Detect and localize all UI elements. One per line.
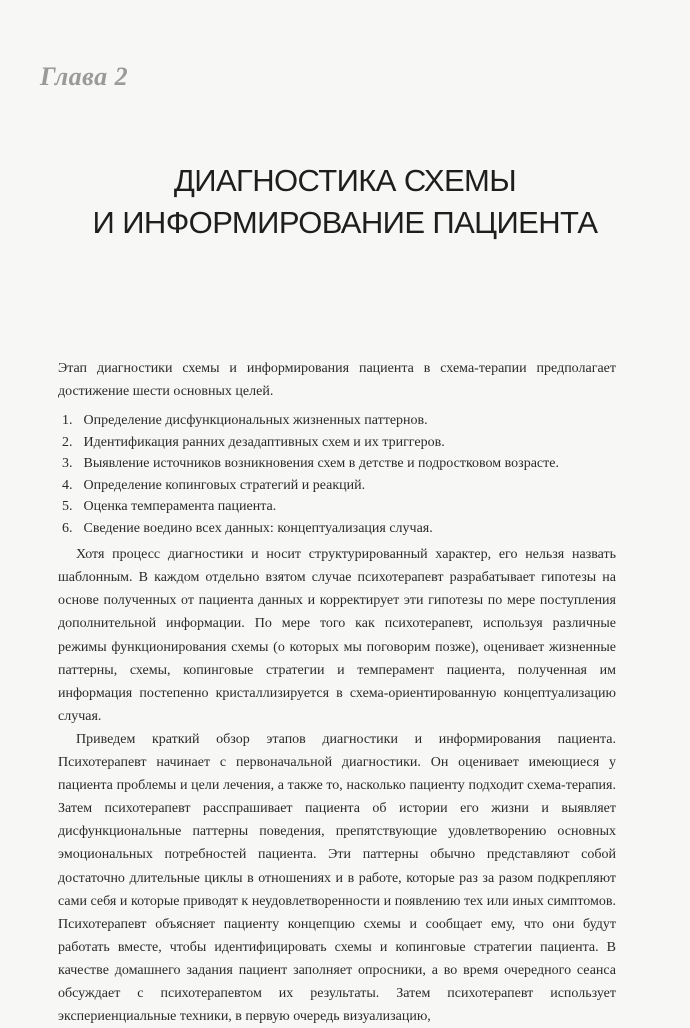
- list-item-text: Определение дисфункциональных жизненных паттернов.: [83, 413, 428, 429]
- chapter-title-line-2: И ИНФОРМИРОВАНИЕ ПАЦИЕНТА: [92, 205, 598, 240]
- list-item-number: 5.: [62, 499, 73, 515]
- list-item: [58, 475, 616, 497]
- body-paragraph: Приведем краткий обзор этапов диагностики и информирования пациента. Психотерапевт начинает с первоначальной диагностики. Он оценивает имеющиеся у пациента проблемы и цели лечения, а также то, насколько пациенту подходит схема-терапия. Затем психотерапевт расспрашивает пациента об истории его жизни и выявляет дисфункциональные паттерны поведения, препятствующие удовлетворению основных эмоциональных потребностей пациента. Эти паттерны обычно представляют собой достаточно длительные циклы в отношениях и в работе, которые раз за разом подкрепляют сами себя и которые приводят к неудовлетворенности и появлению тех или иных симптомов. Психотерапевт объясняет пациенту концепцию схемы и сообщает ему, что они будут работать вместе, чтобы идентифицировать схемы и копинговые стратегии пациента. В качестве домашнего задания пациент заполняет опросники, а во время очередного сеанса обсуждает с психотерапевтом их результаты. Затем психотерапевт использует экспериенциальные техники, в первую очередь визуализацию,: [58, 731, 616, 1025]
- list-item-number: 6.: [62, 520, 73, 536]
- list-item-number: 4.: [62, 477, 73, 493]
- chapter-title: [0, 160, 690, 244]
- list-item-text: Определение копинговых стратегий и реакций.: [83, 477, 366, 493]
- chapter-label: Глава 2: [40, 62, 129, 91]
- chapter-title-line-1: ДИАГНОСТИКА СХЕМЫ: [173, 163, 517, 198]
- list-item-number: 2.: [62, 434, 73, 450]
- list-item: [58, 518, 616, 540]
- list-item: [58, 432, 616, 454]
- list-item-text: Оценка темперамента пациента.: [83, 499, 277, 515]
- list-item-text: Выявление источников возникновения схем в детстве и подростковом возрасте.: [83, 456, 559, 472]
- list-item-number: 1.: [62, 413, 73, 429]
- list-item: [58, 496, 616, 518]
- chapter-body: [58, 357, 616, 1028]
- body-paragraph: Хотя процесс диагностики и носит структурированный характер, его нельзя назвать шаблонным. В каждом отдельно взятом случае психотерапевт разрабатывает гипотезы на основе полученных от пациента данных и корректирует эти гипотезы по мере поступления дополнительной информации. По мере того как психотерапевт, используя различные режимы функционирования схемы (о которых мы поговорим позже), оценивает жизненные паттерны, схемы, копинговые стратегии и темперамент пациента, полученная им информация постепенно кристаллизируется в схема-ориентированную концептуализацию случая.: [58, 547, 616, 724]
- list-item-text: Сведение воедино всех данных: концептуализация случая.: [83, 520, 433, 536]
- list-item-text: Идентификация ранних дезадаптивных схем и их триггеров.: [83, 434, 445, 450]
- list-item-number: 3.: [62, 456, 73, 472]
- list-item: [58, 410, 616, 432]
- list-item: [58, 453, 616, 475]
- goals-list: [58, 410, 616, 539]
- intro-paragraph: Этап диагностики схемы и информирования пациента в схема-терапии предполагает достижение шести основных целей.: [58, 361, 616, 400]
